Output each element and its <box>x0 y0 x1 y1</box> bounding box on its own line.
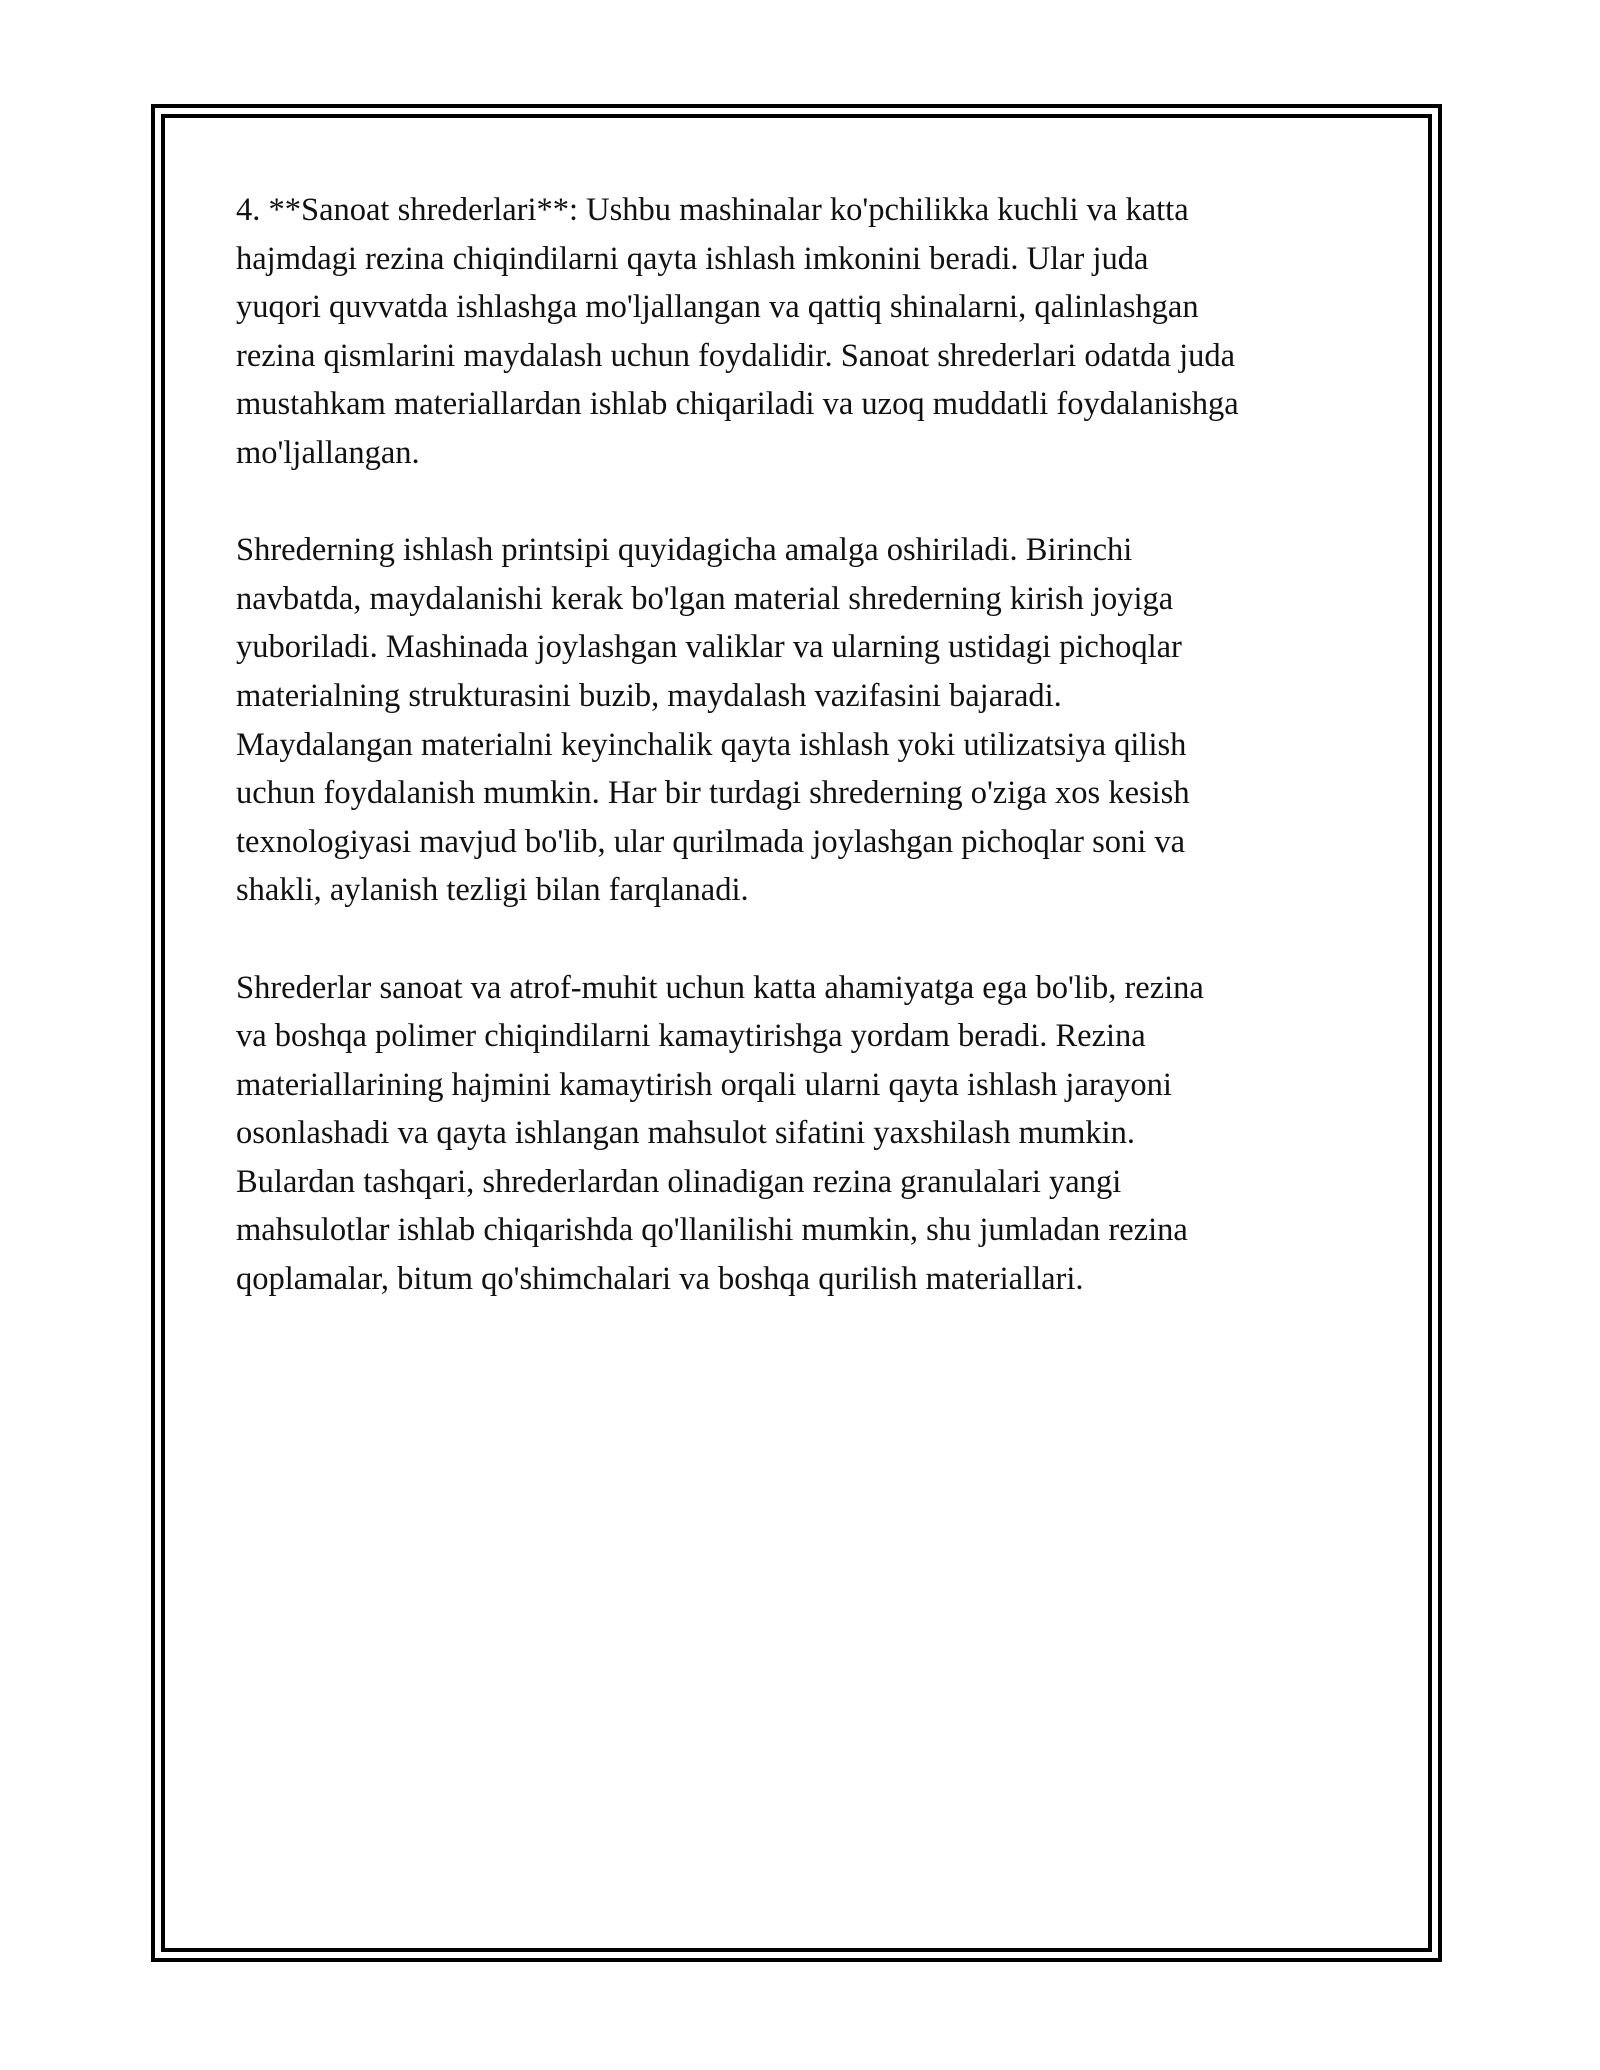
text-line: qoplamalar, bitum qo'shimchalari va boshqa qurilish materiallari. <box>236 1261 1084 1298</box>
text-line: mustahkam materiallardan ishlab chiqariladi va uzoq muddatli foydalanishga <box>236 386 1239 423</box>
text-line: materiallarining hajmini kamaytirish orqali ularni qayta ishlash jarayoni <box>236 1066 1172 1103</box>
text-line: Maydalangan materialni keyinchalik qayta ishlash yoki utilizatsiya qilish <box>236 726 1187 763</box>
text-line: texnologiyasi mavjud bo'lib, ular qurilmada joylashgan pichoqlar soni va <box>236 823 1186 860</box>
text-line: navbatda, maydalanishi kerak bo'lgan material shrederning kirish joyiga <box>236 580 1174 617</box>
text-line: va boshqa polimer chiqindilarni kamaytirishga yordam beradi. Rezina <box>236 1018 1146 1055</box>
text-line: shakli, aylanish tezligi bilan farqlanadi. <box>236 872 749 909</box>
text-line: yuboriladi. Mashinada joylashgan valiklar va ularning ustidagi pichoqlar <box>236 629 1182 666</box>
paragraph-working-principle <box>236 526 1376 915</box>
text-line: Shrederlar sanoat va atrof-muhit uchun katta ahamiyatga ega bo'lib, rezina <box>236 969 1204 1006</box>
text-line: yuqori quvvatda ishlashga mo'ljallangan va qattiq shinalarni, qalinlashgan <box>236 289 1199 326</box>
text-line: Shrederning ishlash printsipi quyidagicha amalga oshiriladi. Birinchi <box>236 532 1133 569</box>
paragraph-industrial-shredders <box>236 186 1376 478</box>
text-line: Bulardan tashqari, shrederlardan olinadigan rezina granulalari yangi <box>236 1163 1122 1200</box>
text-line: mahsulotlar ishlab chiqarishda qo'llanilishi mumkin, shu jumladan rezina <box>236 1212 1188 1249</box>
text-line: materialning strukturasini buzib, maydalash vazifasini bajaradi. <box>236 677 1062 714</box>
document-body <box>236 186 1376 1352</box>
text-line: osonlashadi va qayta ishlangan mahsulot sifatini yaxshilash mumkin. <box>236 1115 1136 1152</box>
text-line: hajmdagi rezina chiqindilarni qayta ishlash imkonini beradi. Ular juda <box>236 240 1149 277</box>
text-line: rezina qismlarini maydalash uchun foydalidir. Sanoat shrederlari odatda juda <box>236 337 1236 374</box>
text-line: uchun foydalanish mumkin. Har bir turdagi shrederning o'ziga xos kesish <box>236 775 1190 812</box>
text-line: mo'ljallangan. <box>236 434 420 471</box>
text-line: 4. **Sanoat shrederlari**: Ushbu mashinalar ko'pchilikka kuchli va katta <box>236 192 1189 228</box>
paragraph-importance <box>236 964 1376 1304</box>
